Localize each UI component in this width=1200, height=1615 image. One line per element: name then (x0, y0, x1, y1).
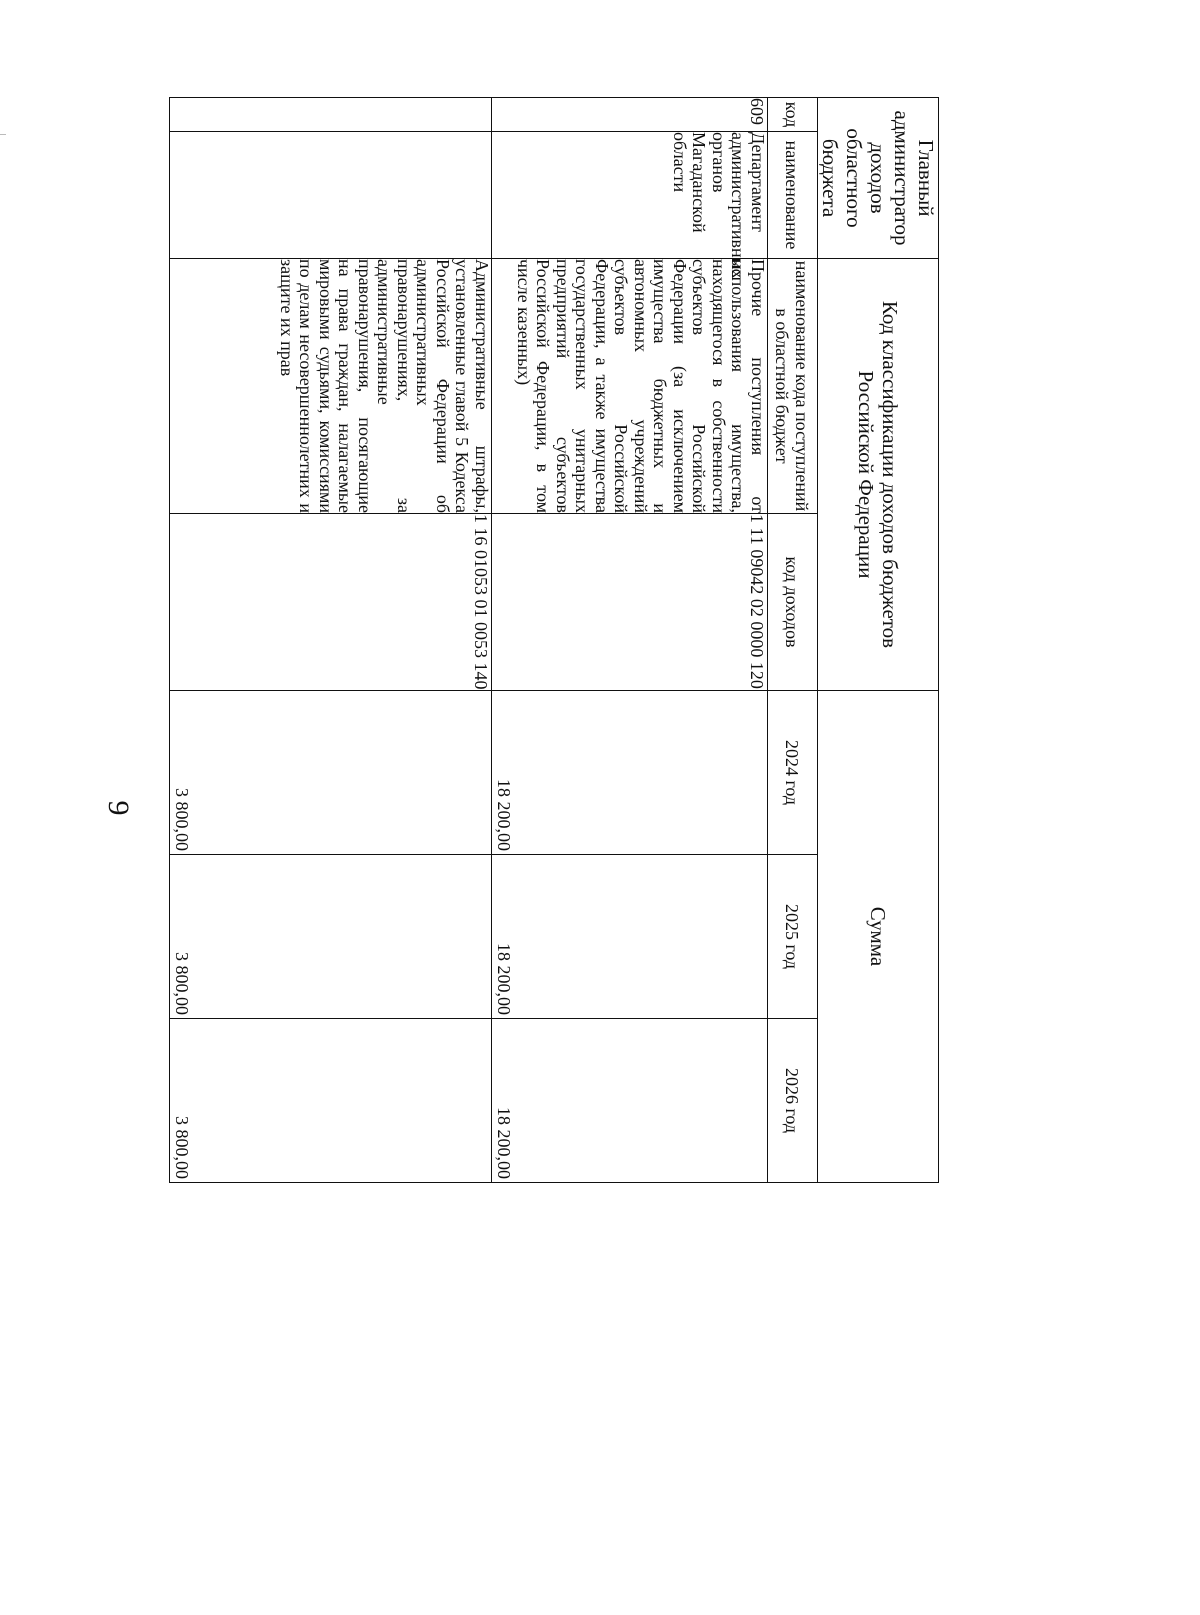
landscape-page (172, 97, 939, 1182)
row-income-name: Административные штрафы, установленные главой 5 Кодекса Российской Федерации об административных правонарушениях, за административные правонарушения, посягающие на права граждан, налагаемые мировыми судьями, комиссиями по делам несовершеннолетних и защите их прав (170, 259, 492, 514)
header-classification-group: Код классификации доходов бюджетов Российской Федерации (818, 259, 939, 691)
header-year-2026: 2026 год (768, 1019, 818, 1183)
row-income-code: 1 16 01053 01 0053 140 (170, 514, 492, 691)
income-table (169, 97, 939, 1183)
page-number: 9 (102, 800, 135, 816)
row-kod: 609 (492, 98, 768, 132)
header-admin-group: Главный администратор доходов областного бюджета (818, 98, 939, 259)
row-admin-name: Департамент административных органов Магаданской области (492, 132, 768, 259)
header-sum-group: Сумма (818, 691, 939, 1183)
header-kod: код (768, 98, 818, 132)
row-sum-2026: 18 200,00 (492, 1019, 768, 1183)
row-income-name: Прочие поступления от использования имущества, находящегося в собственности субъектов Российской Федерации (за исключением имущества бюджетных и автономных учреждений субъектов Российской Федерации, а также имущества государственных унитарных предприятий субъектов Российской Федерации, в том числе казенных) (492, 259, 768, 514)
row-sum-2024: 18 200,00 (492, 691, 768, 855)
row-admin-name (170, 132, 492, 259)
row-sum-2025: 18 200,00 (492, 855, 768, 1019)
scan-edge-mark (0, 134, 6, 135)
row-kod (170, 98, 492, 132)
header-income-code: код доходов (768, 514, 818, 691)
table-row (170, 98, 492, 1183)
header-naim: наименование (768, 132, 818, 259)
row-sum-2024: 3 800,00 (170, 691, 492, 855)
header-year-2025: 2025 год (768, 855, 818, 1019)
table-rotation-wrapper (172, 97, 939, 1182)
row-sum-2025: 3 800,00 (170, 855, 492, 1019)
header-income-name: наименование кода поступлений в областной бюджет (768, 259, 818, 514)
table-row (492, 98, 768, 1183)
header-year-2024: 2024 год (768, 691, 818, 855)
row-sum-2026: 3 800,00 (170, 1019, 492, 1183)
row-income-code: 1 11 09042 02 0000 120 (492, 514, 768, 691)
